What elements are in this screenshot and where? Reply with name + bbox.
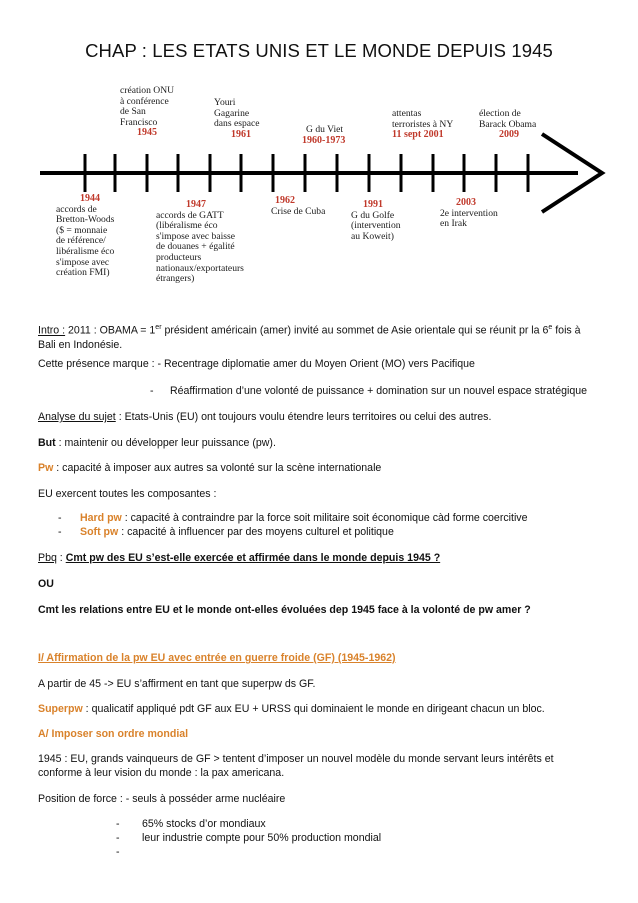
timeline-event-viet: G du Viet 1960-1973 [302,124,346,146]
problematique: Pbq : Cmt pw des EU s’est-elle exercée et affirmée dans le monde depuis 1945 ? [38,552,441,564]
timeline-event-gatt: 1947 accords de GATT (libéralisme éco s'impose avec baisse de douanes + égalité producteurs nationaux/exportateurs étrangers) [156,199,244,285]
partir-45: A partir de 45 -> EU s’affirment en tant que superpw ds GF. [38,678,316,690]
hard-pw-item: - Hard pw : capacité à contraindre par la force soit militaire soit économique càd forme coercitive [58,512,528,524]
soft-pw-item: - Soft pw : capacité à influencer par des moyens culturel et politique [58,526,394,538]
subsection-a-title: A/ Imposer son ordre mondial [38,728,189,740]
but-definition: But : maintenir ou développer leur puissance (pw). [38,437,276,449]
pw-definition: Pw : capacité à imposer aux autres sa volonté sur la scène internationale [38,462,382,474]
timeline-event-gagarine: Youri Gagarine dans espace 1961 [214,97,260,140]
timeline-event-attentats: attentas terroristes à NY 11 sept 2001 [392,108,454,141]
page-title: CHAP : LES ETATS UNIS ET LE MONDE DEPUIS 1945 [85,40,553,61]
timeline [30,82,610,304]
section-1-title: I/ Affirmation de la pw EU avec entrée en guerre froide (GF) (1945-1962) [38,652,396,664]
analyse-sujet: Analyse du sujet : Etats-Unis (EU) ont toujours voulu étendre leurs territoires ou celui des autres. [38,411,492,423]
timeline-event-irak: 2003 2e intervention en Irak [440,197,498,230]
problematique-alt: Cmt les relations entre EU et le monde ont-elles évoluées dep 1945 face à la volonté de pw amer ? [38,604,531,616]
presence-line1: Cette présence marque : - Recentrage diplomatie amer du Moyen Orient (MO) vers Pacifique [38,358,475,370]
timeline-event-onu: création ONU à conférence de San Francisco 1945 [120,85,175,139]
composantes: EU exercent toutes les composantes : [38,488,217,500]
timeline-event-golfe: 1991 G du Golfe (intervention au Koweit) [351,199,401,242]
bullet-list [116,817,606,859]
timeline-event-bretton-woods: 1944 accords de Bretton-Woods ($ = monnaie de référence/ libéralisme éco s'impose avec création FMI) [56,193,115,279]
ou-label: OU [38,578,54,590]
intro-paragraph: Intro : 2011 : OBAMA = 1er président américain (amer) invité au sommet de Asie orientale qui se réunit pr la 6e fois à Bali en Indonésie. [38,324,581,351]
presence-line2: - Réaffirmation d’une volonté de puissance + domination sur un nouvel espace stratégique [150,385,588,397]
timeline-event-obama: élection de Barack Obama 2009 [479,108,537,141]
timeline-event-cuba: 1962 Crise de Cuba [271,195,326,217]
superpw-definition: Superpw : qualicatif appliqué pdt GF aux EU + URSS qui dominaient le monde en dirigeant chacun un bloc. [38,703,545,715]
position-de-force: Position de force : - seuls à posséder arme nucléaire [38,793,286,805]
bullet-item: - [116,846,120,858]
bullet-item: - 65% stocks d’or mondiaux [116,818,266,830]
paragraph-1945: 1945 : EU, grands vainqueurs de GF > tentent d’imposer un nouvel modèle du monde servant leurs intérêts et conforme à leur vision du monde : la pax americana. [38,753,554,779]
bullet-item: - leur industrie compte pour 50% production mondial [116,832,382,844]
